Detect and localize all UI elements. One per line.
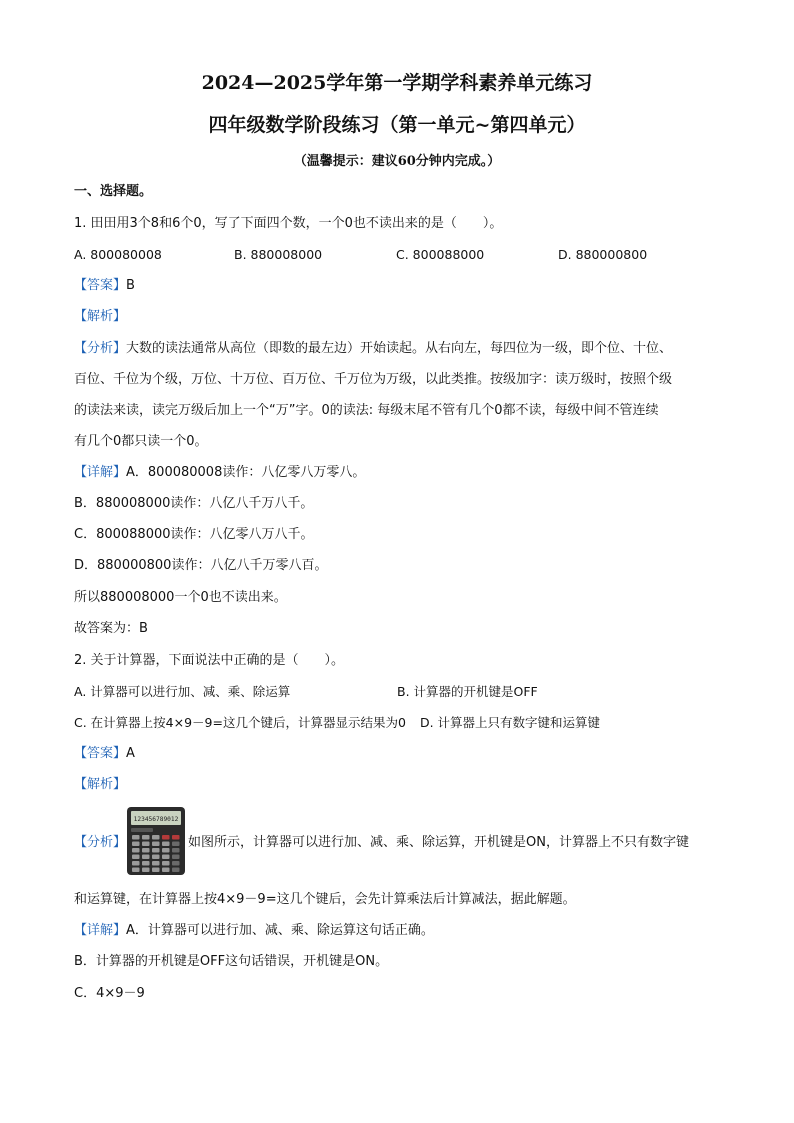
calculator-key (172, 855, 180, 860)
calculator-image (126, 806, 186, 876)
q1-option-c: C. 800088000 (396, 247, 485, 262)
detail-tag: 【详解】 (74, 465, 127, 480)
fenxi-tag: 【分析】 (74, 341, 127, 356)
exam-subtitle: 四年级数学阶段练习（第一单元~第四单元） (208, 114, 586, 136)
q1-fenxi-line: 百位、千位为个级，万位、十万位、百万位、千万位为万级，以此类推。按级加字：读万级时，按照个级 (74, 372, 673, 387)
q2-option-b: B. 计算器的开机键是OFF (397, 684, 538, 699)
q1-option-b: B. 880008000 (234, 247, 323, 262)
q2-option-c: C. 在计算器上按4×9－9=这几个键后，计算器显示结果为0 (74, 715, 406, 730)
calculator-key (172, 835, 180, 840)
calculator-key (142, 855, 150, 860)
calculator-key (132, 855, 140, 860)
calculator-key (172, 842, 180, 847)
calculator-key (152, 848, 160, 853)
calculator-key (162, 855, 170, 860)
q2-fenxi-line2: 和运算键，在计算器上按4×9－9=这几个键后，会先计算乘法后计算减法，据此解题。 (74, 892, 576, 907)
q1-detail-line: D．880000800读作：八亿八千万零八百。 (74, 558, 328, 573)
answer-value: A (126, 746, 135, 761)
calculator-key (162, 848, 170, 853)
fenxi-text: 大数的读法通常从高位（即数的最左边）开始读起。从右向左，每四位为一级，即个位、十位、 (126, 341, 673, 356)
answer-tag: 【答案】 (74, 278, 127, 293)
calculator-key (132, 868, 140, 873)
detail-text: A．计算器可以进行加、减、乘、除运算这句话正确。 (126, 923, 434, 938)
calculator-key (132, 842, 140, 847)
q1-conclusion: 所以880008000一个0也不读出来。 (74, 590, 287, 605)
answer-tag: 【答案】 (74, 746, 127, 761)
q2-stem: 2. 关于计算器，下面说法中正确的是（ ）。 (74, 653, 345, 668)
calculator-key (132, 835, 140, 840)
q1-option-d: D. 880000800 (558, 247, 648, 262)
q1-detail-line: B．880008000读作：八亿八千万八千。 (74, 496, 314, 511)
q1-answer (74, 278, 135, 294)
q2-detail-line (74, 923, 434, 939)
calculator-key (142, 835, 150, 840)
calculator-key (142, 848, 150, 853)
section-heading: 一、选择题。 (74, 184, 153, 199)
calculator-key (172, 861, 180, 866)
q2-analysis-tag: 【解析】 (74, 777, 127, 792)
q1-fenxi-line: 有几个0都只读一个0。 (74, 434, 208, 449)
q2-options-row2 (74, 715, 600, 732)
calculator-display-digits: 123456789012 (133, 816, 179, 823)
q1-fenxi-line (74, 341, 672, 357)
calculator-key (142, 868, 150, 873)
calculator-key (152, 842, 160, 847)
calculator-key (162, 835, 170, 840)
q1-option-a: A. 800080008 (74, 247, 162, 262)
calculator-key (152, 861, 160, 866)
calculator-key (162, 842, 170, 847)
q1-final-answer: 故答案为：B (74, 621, 148, 636)
q1-detail-line (74, 465, 365, 481)
calculator-key (142, 842, 150, 847)
calculator-key (162, 861, 170, 866)
detail-tag: 【详解】 (74, 923, 127, 938)
exam-hint: （温馨提示：建议60分钟内完成。） (293, 154, 501, 169)
q2-answer (74, 746, 135, 762)
calculator-key (162, 868, 170, 873)
detail-text: A．800080008读作：八亿零八万零八。 (126, 465, 366, 480)
solar-panel (131, 828, 153, 832)
calculator-key (172, 848, 180, 853)
calculator-key (132, 848, 140, 853)
q1-fenxi-line: 的读法来读，读完万级后加上一个“万”字。0的读法: 每级末尾不管有几个0都不读，每级中间不管连续 (74, 403, 659, 418)
calculator-key (132, 861, 140, 866)
exam-title: 2024—2025学年第一学期学科素养单元练习 (201, 72, 593, 94)
q2-detail-line: B．计算器的开机键是OFF这句话错误，开机键是ON。 (74, 954, 389, 969)
answer-value: B (126, 278, 135, 293)
q2-detail-line: C．4×9－9 (74, 986, 145, 1001)
fenxi-tag: 【分析】 (74, 835, 127, 850)
calculator-key (152, 835, 160, 840)
q2-option-d: D. 计算器上只有数字键和运算键 (419, 715, 601, 730)
calculator-key (152, 868, 160, 873)
q1-analysis-tag: 【解析】 (74, 309, 127, 324)
q2-fenxi-line1: 如图所示，计算器可以进行加、减、乘、除运算，开机键是ON，计算器上不只有数字键 (188, 835, 689, 850)
calculator-key (152, 855, 160, 860)
q1-stem: 1. 田田用3个8和6个0，写了下面四个数，一个0也不读出来的是（ ）。 (74, 216, 503, 231)
q2-option-a: A. 计算器可以进行加、减、乘、除运算 (74, 684, 291, 699)
q1-detail-line: C．800088000读作：八亿零八万八千。 (74, 527, 314, 542)
calculator-key (142, 861, 150, 866)
calculator-key (172, 868, 180, 873)
